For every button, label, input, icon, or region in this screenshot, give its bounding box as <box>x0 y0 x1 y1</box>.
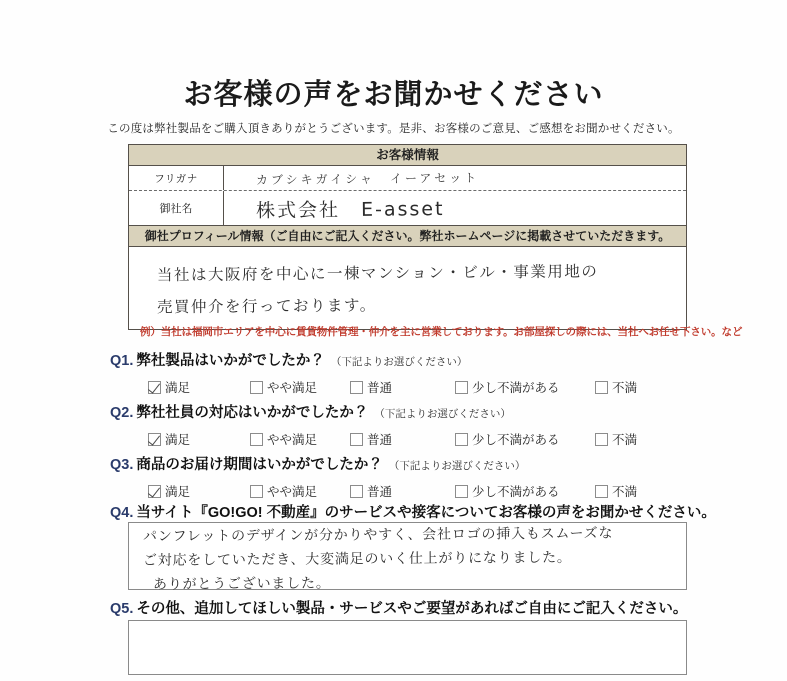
table-row-furigana <box>129 166 686 191</box>
company-profile-line: 当社は大阪府を中心に一棟マンション・ビル・事業用地の <box>156 262 599 285</box>
checkbox-icon[interactable] <box>148 485 161 498</box>
q4-text: 当サイト『GO!GO! 不動産』のサービスや接客についてお客様の声をお聞かせください。 <box>136 505 716 521</box>
page-subtitle: この度は弊社製品をご購入頂きありがとうございます。是非、お客様のご意見、ご感想をお聞かせください。 <box>107 123 680 135</box>
option-label: 少し不満がある <box>472 381 560 395</box>
company-profile-field[interactable] <box>129 247 686 329</box>
checkbox-icon[interactable] <box>595 485 608 498</box>
company-name-value: 株式会社 E-asset <box>255 197 445 222</box>
q4-number: Q4. <box>110 505 134 521</box>
company-name-field[interactable] <box>224 191 686 225</box>
company-name-label: 御社名 <box>129 191 224 225</box>
q1-hint: （下記よりお選びください） <box>330 356 468 368</box>
q5-answer-box[interactable] <box>128 620 687 675</box>
q2-option-somewhat-satisfied[interactable] <box>250 430 317 448</box>
q1-option-satisfied[interactable] <box>148 378 190 396</box>
q2-number: Q2. <box>110 405 134 421</box>
q3-option-somewhat-satisfied[interactable] <box>250 482 317 500</box>
q3-heading <box>110 453 710 474</box>
option-label: 普通 <box>367 485 393 499</box>
checkbox-icon[interactable] <box>250 485 263 498</box>
option-label: 普通 <box>367 433 393 447</box>
furigana-value: カブシキガイシャ イーアセット <box>255 170 480 187</box>
checkbox-icon[interactable] <box>148 381 161 394</box>
furigana-field[interactable] <box>224 166 686 190</box>
table-row-company <box>129 191 686 226</box>
customer-info-header: お客様情報 <box>129 145 686 166</box>
q3-option-satisfied[interactable] <box>148 482 190 500</box>
option-label: 普通 <box>367 381 393 395</box>
option-label: 満足 <box>165 485 191 499</box>
question-block-q1 <box>110 349 710 400</box>
q2-option-slightly-dissatisfied[interactable] <box>455 430 560 448</box>
q2-text: 弊社社員の対応はいかがでしたか？ <box>136 405 369 421</box>
q1-number: Q1. <box>110 353 134 369</box>
q3-option-neutral[interactable] <box>350 482 392 500</box>
q4-answer-line: パンフレットのデザインが分かりやすく、会社ロゴの挿入もスムーズな <box>142 525 614 545</box>
checkbox-icon[interactable] <box>455 485 468 498</box>
checkbox-icon[interactable] <box>250 433 263 446</box>
q2-option-dissatisfied[interactable] <box>595 430 637 448</box>
question-block-q5 <box>110 597 750 618</box>
checkbox-icon[interactable] <box>350 433 363 446</box>
q2-hint: （下記よりお選びください） <box>374 408 511 420</box>
checkbox-icon[interactable] <box>350 485 363 498</box>
checkbox-icon[interactable] <box>250 381 263 394</box>
q4-answer-line: ご対応をしていただき、大変満足のいく仕上がりになりました。 <box>142 549 572 569</box>
option-label: やや満足 <box>267 485 318 499</box>
q3-hint: （下記よりお選びください） <box>388 460 526 472</box>
q2-options <box>110 430 710 452</box>
checkbox-icon[interactable] <box>148 433 161 446</box>
q5-text: その他、追加してほしい製品・サービスやご要望があればご自由にご記入ください。 <box>136 601 688 617</box>
q5-heading <box>110 597 750 618</box>
checkbox-icon[interactable] <box>455 433 468 446</box>
company-profile-line: 売買仲介を行っております。 <box>156 296 377 317</box>
question-block-q4 <box>110 501 750 522</box>
q3-number: Q3. <box>110 457 134 473</box>
q2-option-satisfied[interactable] <box>148 430 190 448</box>
q3-text: 商品のお届け期間はいかがでしたか？ <box>136 457 383 473</box>
q1-text: 弊社製品はいかがでしたか？ <box>136 353 325 369</box>
page-title: お客様の声をお聞かせください <box>183 79 604 111</box>
question-block-q2 <box>110 401 710 452</box>
option-label: 不満 <box>612 485 638 499</box>
option-label: 不満 <box>612 381 638 395</box>
checkbox-icon[interactable] <box>595 381 608 394</box>
q1-option-slightly-dissatisfied[interactable] <box>455 378 560 396</box>
q4-heading <box>110 501 750 522</box>
q1-options <box>110 378 710 400</box>
q1-option-somewhat-satisfied[interactable] <box>250 378 317 396</box>
company-profile-header: 御社プロフィール情報（ご自由にご記入ください。弊社ホームページに掲載させていただきます。 <box>129 226 686 247</box>
profile-example-note: 例）当社は福岡市エリアを中心に賃貸物件管理・仲介を主に営業しております。お部屋探しの際には、当社へお任せ下さい。など <box>140 326 743 338</box>
option-label: 満足 <box>165 433 191 447</box>
option-label: やや満足 <box>267 381 318 395</box>
option-label: 不満 <box>612 433 638 447</box>
customer-info-table <box>128 144 687 330</box>
q1-option-dissatisfied[interactable] <box>595 378 637 396</box>
option-label: 満足 <box>165 381 191 395</box>
q5-number: Q5. <box>110 601 134 617</box>
checkbox-icon[interactable] <box>350 381 363 394</box>
q4-answer-box[interactable] <box>128 522 687 593</box>
q2-option-neutral[interactable] <box>350 430 392 448</box>
option-label: やや満足 <box>267 433 318 447</box>
furigana-label: フリガナ <box>129 166 224 190</box>
checkbox-icon[interactable] <box>455 381 468 394</box>
question-block-q3 <box>110 453 710 504</box>
checkbox-icon[interactable] <box>595 433 608 446</box>
q1-heading <box>110 349 710 370</box>
option-label: 少し不満がある <box>472 433 560 447</box>
q3-option-slightly-dissatisfied[interactable] <box>455 482 560 500</box>
q2-heading <box>110 401 710 422</box>
q3-option-dissatisfied[interactable] <box>595 482 637 500</box>
q4-answer-line: ありがとうございました。 <box>152 575 331 593</box>
option-label: 少し不満がある <box>472 485 560 499</box>
q1-option-neutral[interactable] <box>350 378 392 396</box>
